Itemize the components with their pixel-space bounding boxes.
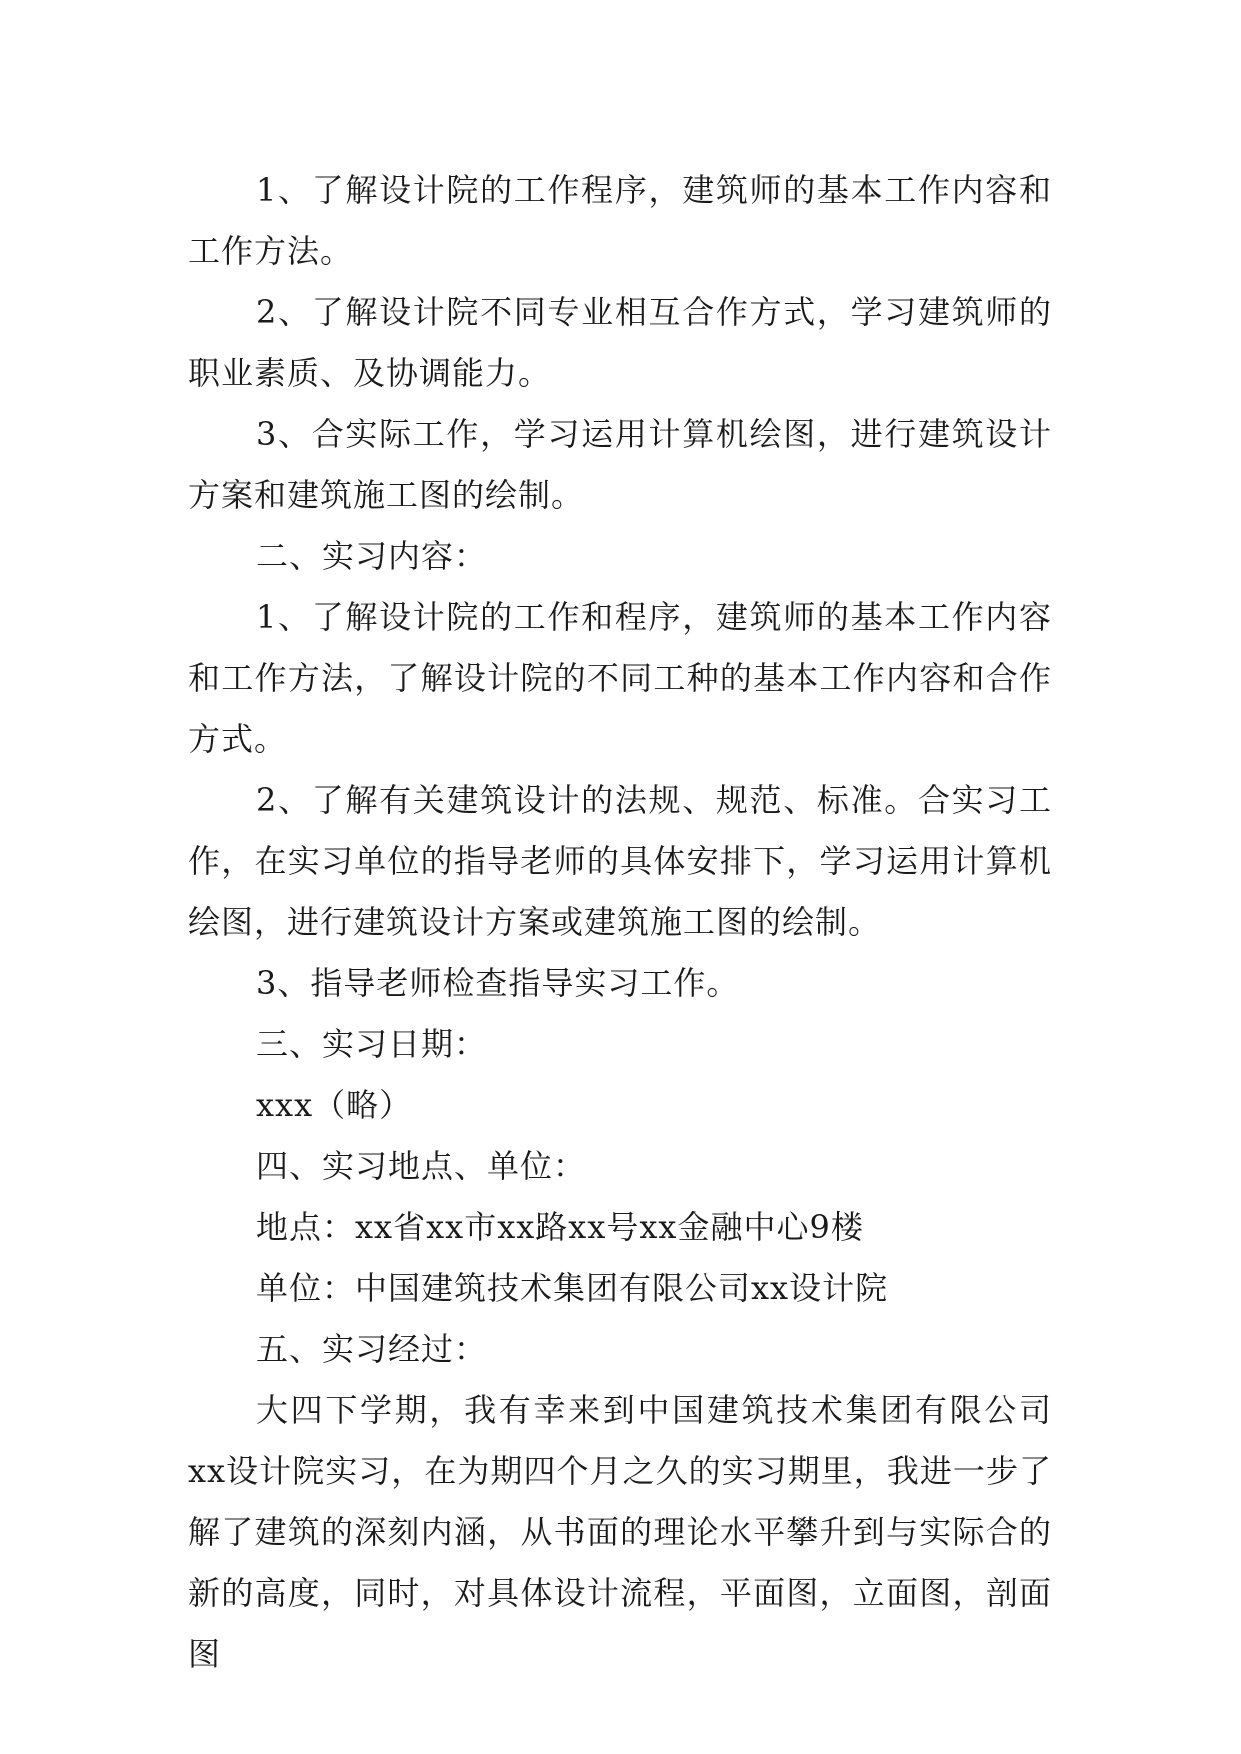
document-page: [188, 160, 1052, 1685]
objective-paragraph-2: 2、了解设计院不同专业相互合作方式，学习建筑师的职业素质、及协调能力。: [188, 293, 1052, 392]
objective-paragraph-1: 1、了解设计院的工作程序，建筑师的基本工作内容和工作方法。: [188, 171, 1052, 270]
section-heading-content: 二、实习内容：: [256, 537, 488, 575]
objective-paragraph-3: 3、合实际工作，学习运用计算机绘图，进行建筑设计方案和建筑施工图的绘制。: [188, 415, 1052, 514]
process-paragraph-1: 大四下学期，我有幸来到中国建筑技术集团有限公司xx设计院实习，在为期四个月之久的实习期里，我进一步了解了建筑的深刻内涵，从书面的理论水平攀升到与实际合的新的高度，同时，对具体设计流程，平面图，立面图，剖面图: [188, 1391, 1052, 1673]
section-heading-process: 五、实习经过：: [256, 1330, 488, 1368]
location-address: 地点：xx省xx市xx路xx号xx金融中心9楼: [256, 1208, 864, 1246]
section-heading-location: 四、实习地点、单位：: [256, 1147, 587, 1185]
content-paragraph-2: 2、了解有关建筑设计的法规、规范、标准。合实习工作，在实习单位的指导老师的具体安排下，学习运用计算机绘图，进行建筑设计方案或建筑施工图的绘制。: [188, 781, 1052, 941]
date-value: xxx（略）: [256, 1086, 413, 1124]
content-paragraph-3: 3、指导老师检查指导实习工作。: [256, 964, 740, 1002]
location-unit: 单位：中国建筑技术集团有限公司xx设计院: [256, 1269, 889, 1307]
content-paragraph-1: 1、了解设计院的工作和程序，建筑师的基本工作内容和工作方法，了解设计院的不同工种的基本工作内容和合作方式。: [188, 598, 1052, 758]
section-heading-date: 三、实习日期：: [256, 1025, 488, 1063]
